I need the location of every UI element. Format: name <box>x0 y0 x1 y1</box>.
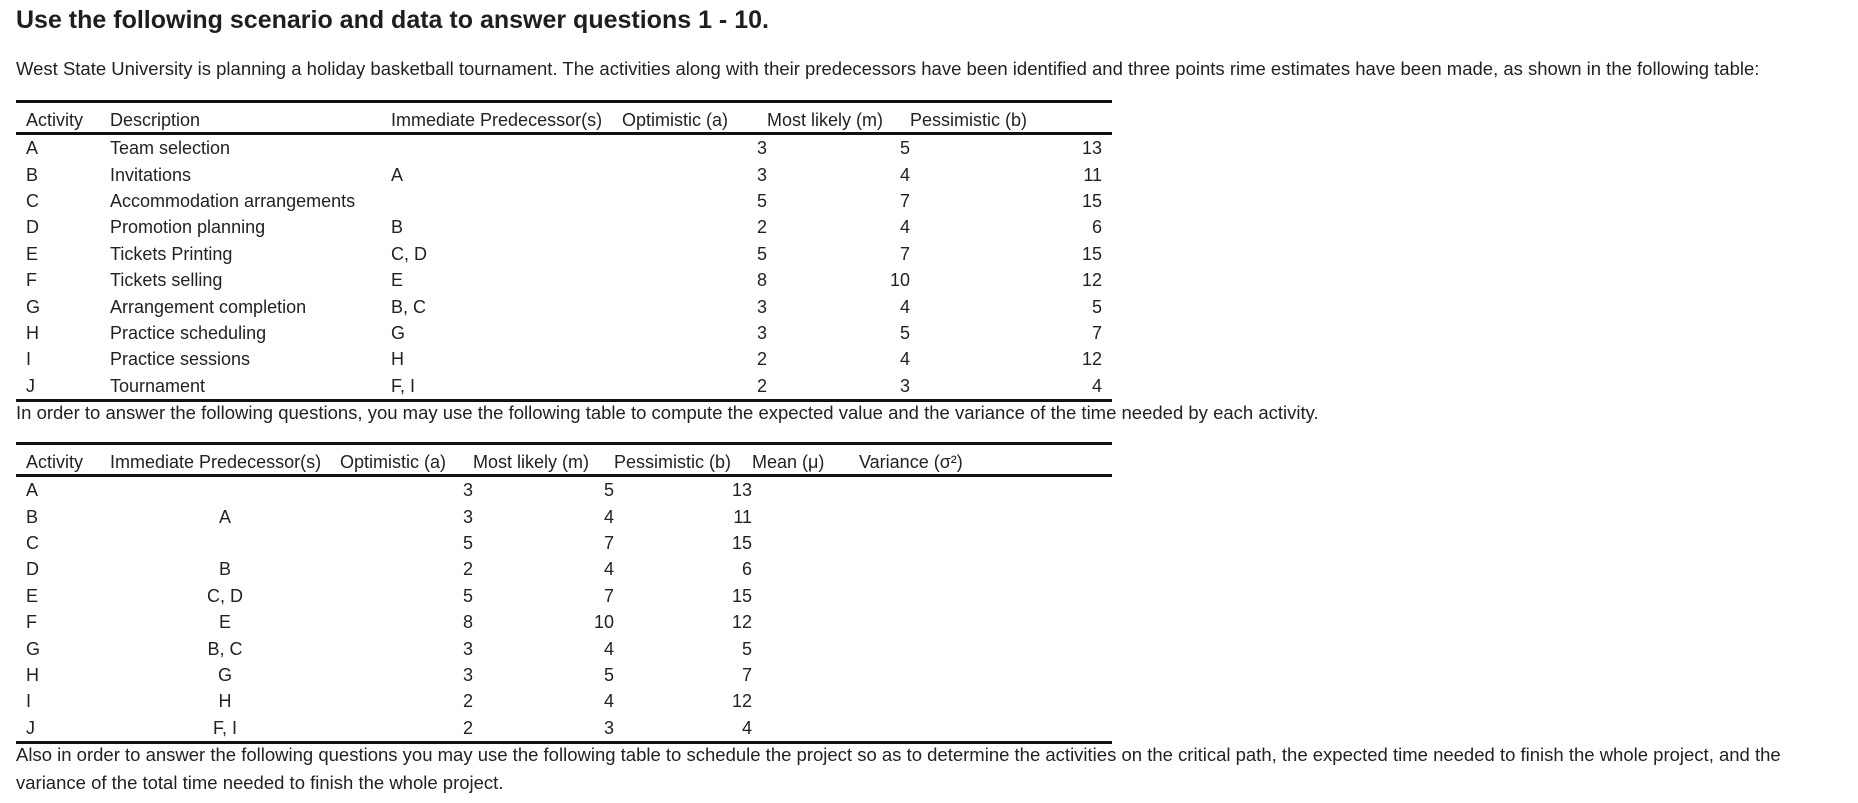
description-cell: Invitations <box>110 164 192 185</box>
most-likely-cell: 10 <box>593 612 614 633</box>
activity-cell: A <box>26 480 39 501</box>
pessimistic-cell: 5 <box>1091 296 1102 317</box>
col-header-predecessors: Immediate Predecessor(s) <box>391 102 622 134</box>
col-header-most-likely: Most likely (m) <box>473 444 614 476</box>
description-cell: Tickets selling <box>110 270 223 291</box>
table-row <box>16 373 1112 401</box>
table-row <box>16 293 1112 319</box>
variance-cell <box>859 662 1112 688</box>
most-likely-cell: 4 <box>899 349 910 370</box>
activity-cell: E <box>26 243 39 264</box>
optimistic-cell: 3 <box>756 322 767 343</box>
optimistic-cell: 2 <box>756 349 767 370</box>
pessimistic-cell: 6 <box>1091 217 1102 238</box>
pessimistic-cell: 15 <box>1081 243 1102 264</box>
predecessor-cell: B, C <box>391 296 427 317</box>
optimistic-cell: 8 <box>756 270 767 291</box>
pessimistic-cell: 12 <box>731 612 752 633</box>
mean-variance-table <box>16 442 1112 744</box>
col-header-optimistic: Optimistic (a) <box>622 102 767 134</box>
mean-cell <box>752 556 859 582</box>
col-header-description: Description <box>110 102 391 134</box>
variance-cell <box>859 530 1112 556</box>
mean-cell <box>752 662 859 688</box>
pessimistic-cell: 6 <box>741 559 752 580</box>
most-likely-cell: 7 <box>603 532 614 553</box>
col-header-mean: Mean (μ) <box>752 444 859 476</box>
mid-paragraph: In order to answer the following questions, you may use the following table to compute the expected value and the variance of the time needed by each activity. <box>16 402 1319 423</box>
table-row <box>16 635 1112 661</box>
description-cell: Practice scheduling <box>110 322 267 343</box>
predecessor-cell: H <box>391 349 404 370</box>
predecessor-cell: G <box>217 664 232 685</box>
predecessor-cell: B, C <box>207 638 243 659</box>
activity-cell: D <box>26 559 39 580</box>
table-row <box>16 503 1112 529</box>
most-likely-cell: 7 <box>899 190 910 211</box>
most-likely-cell: 4 <box>899 164 910 185</box>
variance-cell <box>859 688 1112 714</box>
pessimistic-cell: 13 <box>731 480 752 501</box>
col-header-predecessors: Immediate Predecessor(s) <box>110 444 340 476</box>
activity-cell: H <box>26 322 39 343</box>
predecessor-cell <box>391 134 622 162</box>
activity-cell: H <box>26 664 39 685</box>
most-likely-cell: 4 <box>899 296 910 317</box>
optimistic-cell: 5 <box>462 532 473 553</box>
table-row <box>16 556 1112 582</box>
variance-cell <box>859 715 1112 743</box>
predecessor-cell: C, D <box>207 585 243 606</box>
variance-cell <box>859 503 1112 529</box>
optimistic-cell: 2 <box>462 559 473 580</box>
predecessor-cell <box>110 476 340 504</box>
description-cell: Team selection <box>110 138 231 159</box>
table-row <box>16 188 1112 214</box>
pessimistic-cell: 4 <box>910 373 1112 401</box>
optimistic-cell: 3 <box>462 506 473 527</box>
col-header-activity: Activity <box>16 102 110 134</box>
optimistic-cell: 3 <box>462 664 473 685</box>
table-header-row <box>16 102 1112 134</box>
pessimistic-cell: 7 <box>741 664 752 685</box>
pessimistic-cell: 13 <box>1081 138 1102 159</box>
activity-cell: G <box>26 296 41 317</box>
optimistic-cell: 5 <box>756 190 767 211</box>
document-title: Use the following scenario and data to answer questions 1 - 10. <box>16 6 769 34</box>
variance-cell <box>859 583 1112 609</box>
mean-cell <box>752 476 859 504</box>
optimistic-cell: 8 <box>462 612 473 633</box>
most-likely-cell: 7 <box>603 585 614 606</box>
variance-cell <box>859 476 1112 504</box>
table-row <box>16 583 1112 609</box>
predecessor-cell: B <box>218 559 231 580</box>
pessimistic-cell: 12 <box>731 691 752 712</box>
most-likely-cell: 10 <box>889 270 910 291</box>
variance-cell <box>859 609 1112 635</box>
table-row <box>16 662 1112 688</box>
description-cell: Tickets Printing <box>110 243 233 264</box>
activity-cell: D <box>26 217 39 238</box>
pessimistic-cell: 11 <box>733 506 752 527</box>
mean-cell <box>752 688 859 714</box>
table-row <box>16 715 1112 743</box>
closing-paragraph-line1: Also in order to answer the following questions you may use the following table to schedule the project so as to determine the activities on the critical path, the expected time needed to finish the whole project, and the <box>16 744 1781 765</box>
closing-paragraph-line2: variance of the total time needed to finish the whole project. <box>16 772 504 793</box>
most-likely-cell: 5 <box>899 322 910 343</box>
optimistic-cell: 2 <box>622 373 767 401</box>
pessimistic-cell: 11 <box>1083 164 1102 185</box>
col-header-activity: Activity <box>16 444 110 476</box>
description-cell: Accommodation arrangements <box>110 190 356 211</box>
mean-cell <box>752 715 859 743</box>
most-likely-cell: 4 <box>603 559 614 580</box>
predecessor-cell <box>110 530 340 556</box>
pessimistic-cell: 12 <box>1081 270 1102 291</box>
activity-cell: A <box>26 138 39 159</box>
pessimistic-cell: 7 <box>1091 322 1102 343</box>
activity-cell: F <box>26 612 37 633</box>
most-likely-cell: 4 <box>603 506 614 527</box>
table-row <box>16 688 1112 714</box>
pessimistic-cell: 5 <box>741 638 752 659</box>
mean-cell <box>752 583 859 609</box>
col-header-pessimistic: Pessimistic (b) <box>910 102 1112 134</box>
variance-cell <box>859 556 1112 582</box>
optimistic-cell: 2 <box>756 217 767 238</box>
activity-description-table <box>16 100 1112 402</box>
table-row <box>16 320 1112 346</box>
col-header-pessimistic: Pessimistic (b) <box>614 444 752 476</box>
predecessor-cell: G <box>391 322 406 343</box>
mean-cell <box>752 530 859 556</box>
predecessor-cell: B <box>391 217 404 238</box>
activity-cell: J <box>16 715 110 743</box>
pessimistic-cell: 4 <box>614 715 752 743</box>
col-header-most-likely: Most likely (m) <box>767 102 910 134</box>
table-row <box>16 609 1112 635</box>
most-likely-cell: 4 <box>603 638 614 659</box>
optimistic-cell: 2 <box>462 691 473 712</box>
predecessor-cell: F, I <box>110 715 340 743</box>
most-likely-cell: 5 <box>603 664 614 685</box>
description-cell: Tournament <box>110 373 391 401</box>
optimistic-cell: 3 <box>462 480 473 501</box>
predecessor-cell: H <box>218 691 232 712</box>
mean-cell <box>752 609 859 635</box>
table-row <box>16 134 1112 162</box>
activity-cell: G <box>26 638 41 659</box>
pessimistic-cell: 15 <box>731 532 752 553</box>
activity-cell: J <box>16 373 110 401</box>
predecessor-cell: E <box>218 612 231 633</box>
mean-cell <box>752 635 859 661</box>
predecessor-cell: E <box>391 270 404 291</box>
optimistic-cell: 5 <box>462 585 473 606</box>
optimistic-cell: 3 <box>756 164 767 185</box>
predecessor-cell: C, D <box>391 243 427 264</box>
variance-cell <box>859 635 1112 661</box>
optimistic-cell: 3 <box>756 138 767 159</box>
description-cell: Practice sessions <box>110 349 251 370</box>
description-cell: Arrangement completion <box>110 296 307 317</box>
activity-cell: C <box>26 190 39 211</box>
table-row <box>16 161 1112 187</box>
activity-cell: E <box>26 585 39 606</box>
activity-cell: B <box>26 164 39 185</box>
most-likely-cell: 3 <box>473 715 614 743</box>
most-likely-cell: 7 <box>899 243 910 264</box>
table-row <box>16 476 1112 504</box>
most-likely-cell: 5 <box>603 480 614 501</box>
activity-cell: I <box>26 349 32 370</box>
pessimistic-cell: 15 <box>731 585 752 606</box>
col-header-optimistic: Optimistic (a) <box>340 444 473 476</box>
optimistic-cell: 5 <box>756 243 767 264</box>
most-likely-cell: 4 <box>899 217 910 238</box>
table-row <box>16 530 1112 556</box>
optimistic-cell: 3 <box>462 638 473 659</box>
table-row <box>16 241 1112 267</box>
table-row <box>16 267 1112 293</box>
activity-cell: C <box>26 532 39 553</box>
optimistic-cell: 2 <box>340 715 473 743</box>
activity-cell: I <box>26 691 32 712</box>
table-row <box>16 346 1112 372</box>
predecessor-cell: A <box>391 164 404 185</box>
most-likely-cell: 4 <box>603 691 614 712</box>
most-likely-cell: 5 <box>899 138 910 159</box>
intro-paragraph: West State University is planning a holiday basketball tournament. The activities along with their predecessors have been identified and three points rime estimates have been made, as shown in the following table: <box>16 58 1760 79</box>
predecessor-cell: A <box>218 506 231 527</box>
table-row <box>16 214 1112 240</box>
description-cell: Promotion planning <box>110 217 266 238</box>
predecessor-cell <box>391 188 622 214</box>
col-header-variance: Variance (σ²) <box>859 444 1112 476</box>
predecessor-cell: F, I <box>391 373 622 401</box>
mean-cell <box>752 503 859 529</box>
table-header-row <box>16 444 1112 476</box>
pessimistic-cell: 12 <box>1081 349 1102 370</box>
pessimistic-cell: 15 <box>1081 190 1102 211</box>
most-likely-cell: 3 <box>767 373 910 401</box>
activity-cell: F <box>26 270 37 291</box>
activity-cell: B <box>26 506 39 527</box>
optimistic-cell: 3 <box>756 296 767 317</box>
